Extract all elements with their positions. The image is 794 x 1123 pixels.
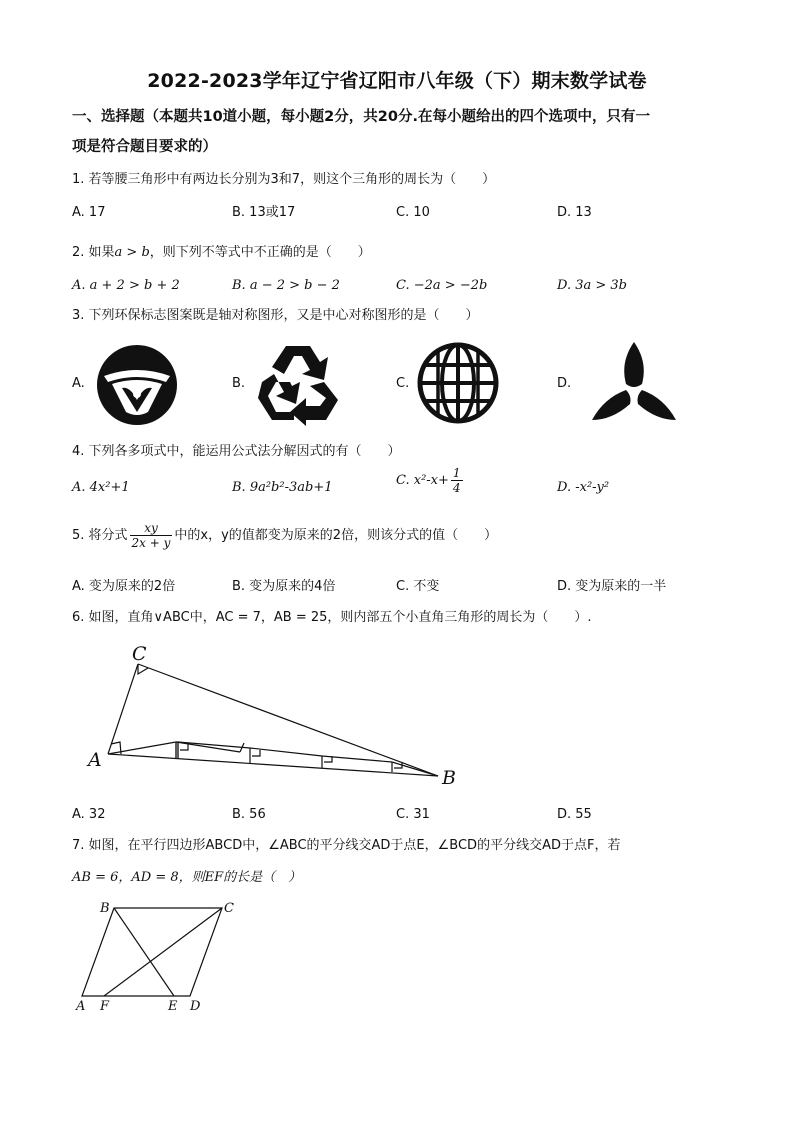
q4c-fraction: $\frac{1}{4}$	[452, 466, 461, 495]
q6-option-a: A. 32	[72, 807, 106, 822]
section-heading-1-cont: 项是符合题目要求的）	[72, 139, 217, 155]
q7-label-b: B	[100, 901, 110, 916]
q1-option-a: A. 17	[72, 205, 106, 220]
q4-option-b: B. 9a²b²-3ab+1	[232, 480, 333, 495]
q7-label-e: E	[168, 999, 178, 1014]
question-7-stem: 7. 如图，在平行四边形ABCD中，∠ABC的平分线交AD于点E，∠BCD的平分线交AD于点F，若	[72, 838, 621, 853]
q5-option-c: C. 不变	[396, 579, 440, 594]
question-4-stem: 4. 下列各多项式中，能运用公式法分解因式的有（ ）	[72, 444, 401, 459]
globe-grid-icon	[416, 341, 500, 425]
q1-option-b: B. 13或17	[232, 205, 296, 220]
q4-option-c: C. x²-x+ $\frac{1}{4}$	[396, 466, 461, 495]
q1-option-c: C. 10	[396, 205, 430, 220]
question-3-stem: 3. 下列环保标志图案既是轴对称图形，又是中心对称图形的是（ ）	[72, 308, 479, 323]
q5-fraction: $\frac{xy}{2x + y}$	[131, 521, 171, 550]
q6-triangle-figure	[80, 638, 470, 790]
q3-option-d: D.	[557, 376, 572, 391]
q4-option-d: D. -x²-y²	[557, 480, 610, 495]
question-7-stem-cont: AB = 6，AD = 8，则EF的长是（ ）	[72, 870, 302, 885]
q5-option-d: D. 变为原来的一半	[557, 579, 667, 594]
q2-option-d: D. 3a > 3b	[557, 278, 627, 293]
q6-label-a: A	[88, 749, 102, 771]
q5-option-b: B. 变为原来的4倍	[232, 579, 336, 594]
q5-option-a: A. 变为原来的2倍	[72, 579, 176, 594]
q2-option-c: C. −2a > −2b	[396, 278, 488, 293]
question-2-stem: 2. 如果a > b，则下列不等式中不正确的是（ ）	[72, 245, 371, 260]
tri-leaf-icon	[590, 340, 678, 422]
q1-option-d: D. 13	[557, 205, 592, 220]
q6-option-d: D. 55	[557, 807, 592, 822]
page-title: 2022-2023学年辽宁省辽阳市八年级（下）期末数学试卷	[147, 70, 647, 92]
section-heading-1: 一、选择题（本题共10道小题，每小题2分，共20分.在每小题给出的四个选项中，只有一	[72, 109, 650, 125]
q6-option-b: B. 56	[232, 807, 266, 822]
question-6-stem: 6. 如图，直角∨ABC中，AC = 7，AB = 25，则内部五个小直角三角形的周长为（ ）.	[72, 610, 592, 625]
q4-option-a: A. 4x²+1	[72, 480, 130, 495]
q7-parallelogram-figure	[70, 896, 250, 1018]
q6-option-c: C. 31	[396, 807, 430, 822]
recycle-arrows-icon	[254, 340, 342, 426]
q7-label-f: F	[100, 999, 110, 1014]
q7-label-d: D	[190, 999, 201, 1014]
q3-option-c: C.	[396, 376, 410, 391]
q2-option-b: B. a − 2 > b − 2	[232, 278, 340, 293]
q6-label-b: B	[442, 767, 456, 789]
q6-label-c: C	[132, 643, 147, 665]
recycle-label-icon	[94, 342, 180, 428]
q3-option-b: B.	[232, 376, 246, 391]
question-5-stem: 5. 将分式 $\frac{xy}{2x + y}$ 中的x，y的值都变为原来的2倍，则该分式的值（ ）	[72, 521, 498, 550]
q3-option-a: A.	[72, 376, 85, 391]
q2-option-a: A. a + 2 > b + 2	[72, 278, 180, 293]
q7-label-c: C	[224, 901, 234, 916]
q7-label-a: A	[76, 999, 86, 1014]
question-1-stem: 1. 若等腰三角形中有两边长分别为3和7，则这个三角形的周长为（ ）	[72, 172, 496, 187]
